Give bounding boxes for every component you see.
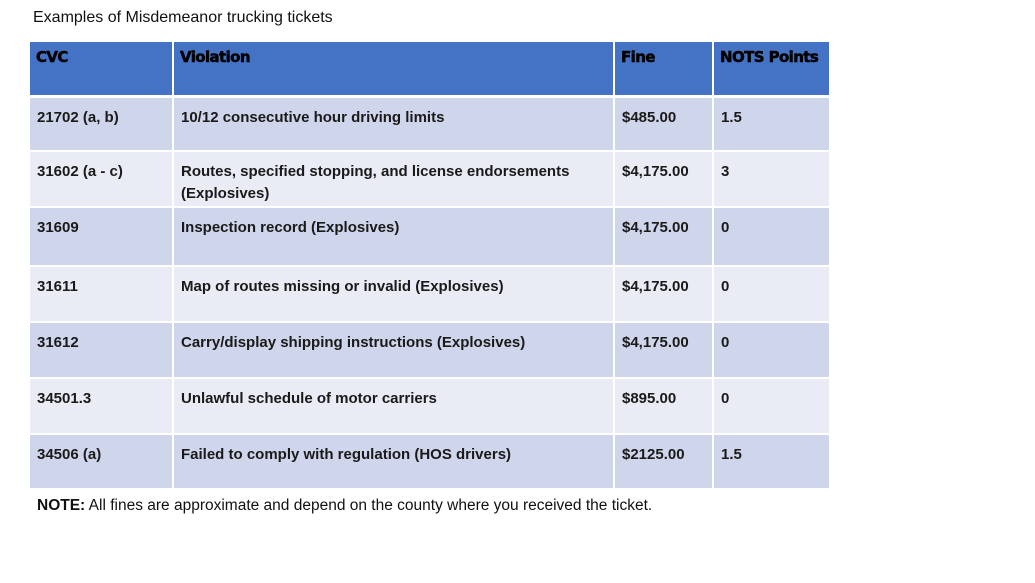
cell-points: 0 [713, 378, 829, 434]
cell-cvc: 34501.3 [30, 378, 173, 434]
table-row [30, 266, 829, 322]
cell-fine: $4,175.00 [614, 151, 713, 207]
cell-points: 0 [713, 266, 829, 322]
cell-fine: $2125.00 [614, 434, 713, 489]
cell-cvc: 31609 [30, 207, 173, 266]
cell-fine: $4,175.00 [614, 207, 713, 266]
header-row [30, 42, 829, 96]
cell-violation: Carry/display shipping instructions (Explosives) [173, 322, 614, 378]
note-label: NOTE: [37, 497, 86, 514]
table-row [30, 378, 829, 434]
tickets-table [30, 42, 829, 490]
cell-violation: Map of routes missing or invalid (Explosives) [173, 266, 614, 322]
cell-violation: Routes, specified stopping, and license endorsements (Explosives) [173, 151, 614, 207]
cell-violation: Failed to comply with regulation (HOS drivers) [173, 434, 614, 489]
cell-points: 3 [713, 151, 829, 207]
cell-points: 1.5 [713, 434, 829, 489]
cell-cvc: 31611 [30, 266, 173, 322]
cell-violation: Unlawful schedule of motor carriers [173, 378, 614, 434]
note-text: All fines are approximate and depend on the county where you received the ticket. [85, 497, 653, 514]
table-header [30, 42, 829, 96]
cell-cvc: 31612 [30, 322, 173, 378]
cell-points: 0 [713, 207, 829, 266]
table-body [30, 96, 829, 489]
table-row [30, 151, 829, 207]
cell-violation: 10/12 consecutive hour driving limits [173, 96, 614, 151]
header-fine: Fine [614, 42, 713, 96]
header-nots-points: NOTS Points [713, 42, 829, 96]
table-row [30, 434, 829, 489]
cell-cvc: 34506 (a) [30, 434, 173, 489]
header-violation: Violation [173, 42, 614, 96]
table-row [30, 207, 829, 266]
cell-fine: $895.00 [614, 378, 713, 434]
footnote [37, 497, 652, 515]
cell-fine: $4,175.00 [614, 322, 713, 378]
page-title: Examples of Misdemeanor trucking tickets [33, 9, 333, 26]
cell-cvc: 31602 (a - c) [30, 151, 173, 207]
cell-points: 1.5 [713, 96, 829, 151]
table-row [30, 322, 829, 378]
cell-points: 0 [713, 322, 829, 378]
table-row [30, 96, 829, 151]
cell-violation: Inspection record (Explosives) [173, 207, 614, 266]
cell-fine: $4,175.00 [614, 266, 713, 322]
header-cvc: CVC [30, 42, 173, 96]
cell-fine: $485.00 [614, 96, 713, 151]
cell-cvc: 21702 (a, b) [30, 96, 173, 151]
